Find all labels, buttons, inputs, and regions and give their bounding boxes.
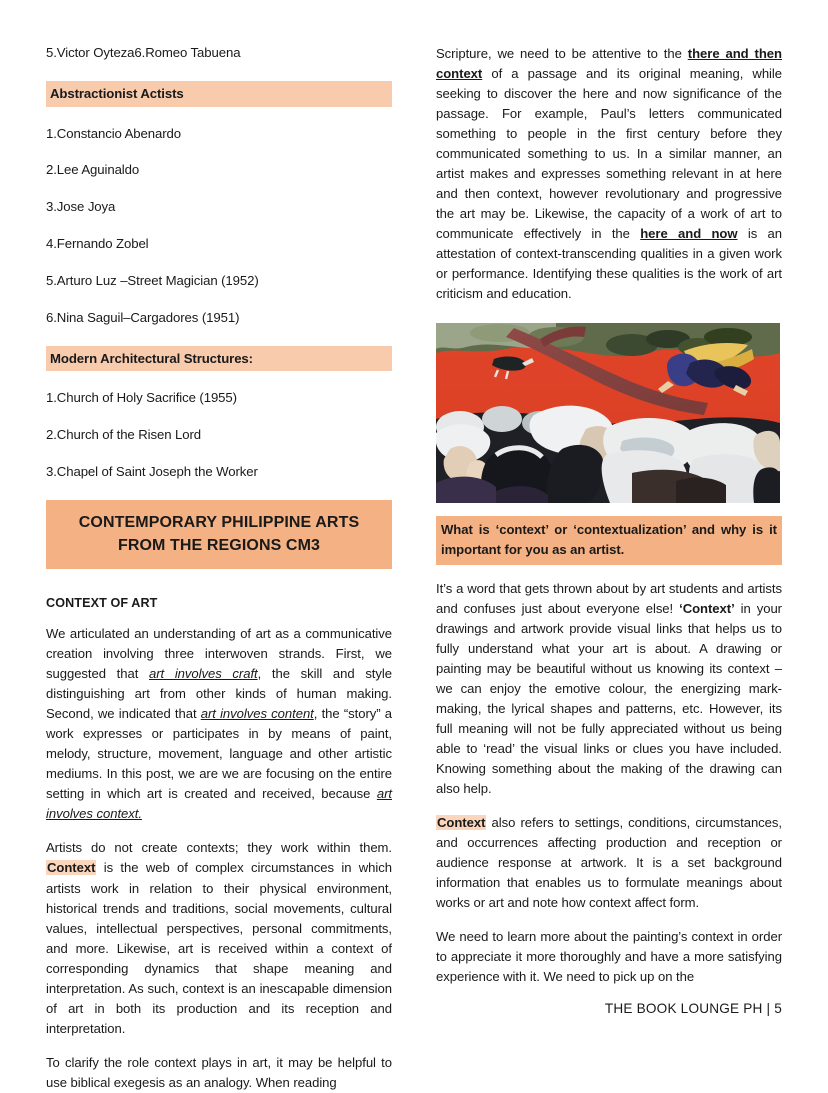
paragraph-artists-do-not-create-contexts bbox=[46, 838, 392, 1038]
list-item: 5.Victor Oyteza6.Romeo Tabuena bbox=[46, 45, 241, 60]
text-run: We articulated an understanding of art as a communicative creation involving three interwoven strands. First, we suggested that bbox=[46, 626, 392, 682]
image-caption-question: What is ‘context’ or ‘contextualization’ and why is it important for you as an artist. bbox=[436, 516, 782, 564]
text-run: in your drawings and artwork provide visual links that helps us to fully understand what your art is about. A drawing or painting may be beautiful without us knowing its context –we can enjoy the emotive colour, the energizing mark-making, the lyrical shapes and patterns, etc. However, its full meaning will not be fully appreciated without us being able to ‘read’ the visual links or clues you have included. Knowing something about the making of the drawing can also help. bbox=[436, 600, 782, 796]
page-title: CONTEMPORARY PHILIPPINE ARTS FROM THE REGIONS CM3 bbox=[46, 500, 392, 569]
page-footer: THE BOOK LOUNGE PH | 5 bbox=[604, 1001, 782, 1017]
text-run: Artists do not create contexts; they work within them. bbox=[46, 840, 392, 856]
list-item: 1.Constancio Abenardo bbox=[46, 125, 182, 141]
list-item: 2.Church of the Risen Lord bbox=[46, 427, 202, 443]
vision-after-the-sermon-painting bbox=[436, 323, 780, 503]
emphasis-art-involves-context: art involves context. bbox=[46, 786, 392, 822]
text-run: Scripture, we need to be attentive to the bbox=[436, 46, 688, 61]
text-run: also refers to settings, conditions, circumstances, and occurrences affecting production and reception or audience response at artwork. It is a set background information that enables us to formulate meanings about works or art and note how context affect form. bbox=[436, 815, 782, 911]
emphasis-art-involves-content: art involves content bbox=[200, 706, 314, 722]
list-item: 3.Chapel of Saint Joseph the Worker bbox=[46, 463, 258, 479]
text-run: is an attestation of context-transcending qualities in a given work or performance. Identifying these qualities is the work of art criticism and education. bbox=[436, 226, 783, 302]
left-column bbox=[46, 44, 392, 1093]
two-column-layout bbox=[46, 44, 782, 1093]
list-item: 1.Church of Holy Sacrifice (1955) bbox=[46, 390, 237, 406]
emphasis-there-and-then-context: there and then context bbox=[436, 46, 782, 82]
paragraph-biblical-exegesis: To clarify the role context plays in art, it may be helpful to use biblical exegesis as an analogy. When reading bbox=[46, 1054, 392, 1090]
text-run: It’s a word that gets thrown about by art students and artists and confuses just about everyone else! bbox=[436, 580, 782, 616]
highlight-context: Context bbox=[47, 860, 96, 876]
text-run: is the web of complex circumstances in which artists work in relation to their physical environment, historical trends and traditions, social movements, cultural values, intellectual perspectives, personal commitments, and more. Likewise, art is received within a context of corresponding dynamics that shape meaning and interpretation. As such, context is an inescapable dimension of art in both its production and its reception and interpretation. bbox=[46, 860, 392, 1036]
emphasis-art-involves-craft: art involves craft bbox=[149, 666, 258, 682]
paragraph-context-also-refers bbox=[436, 813, 782, 913]
text-run: , the “story” a work expresses or participates in by means of paint, melody, structure, movement, language and other artistic mediums. In this post, we are we are focusing on the entire setting in which art is created and received, because bbox=[46, 706, 392, 802]
section-subheading: CONTEXT OF ART bbox=[46, 596, 158, 611]
text-run: of a passage and its original meaning, while seeking to discover the here and now significance of the passage. For example, Paul’s letters communicated something to people in the first century before they communicated something to us. In a similar manner, an artist makes and expresses something relevant in at here and then context, however revolutionary and progressive the art may be. Likewise, the capacity of a work of art to communicate effectively in the bbox=[436, 66, 782, 242]
text-run: , the skill and style distinguishing art from other kinds of human making. Second, we indicated that bbox=[46, 666, 392, 722]
list-item: 5.Arturo Luz –Street Magician (1952) bbox=[46, 272, 259, 288]
highlight-context: Context bbox=[437, 815, 486, 831]
paragraph-learn-more-about-painting: We need to learn more about the painting’s context in order to appreciate it more thoroughly and have a more satisfying experience with it. We need to pick up on the bbox=[436, 929, 782, 985]
list-item: 6.Nina Saguil–Cargadores (1951) bbox=[46, 309, 240, 325]
list-item: 4.Fernando Zobel bbox=[46, 236, 149, 252]
section-header-architecture: Modern Architectural Structures: bbox=[46, 346, 392, 372]
emphasis-context-quoted: ‘Context’ bbox=[679, 600, 735, 616]
list-item: 2.Lee Aguinaldo bbox=[46, 162, 140, 178]
paragraph-scripture-there-and-then bbox=[436, 44, 782, 304]
emphasis-here-and-now: here and now bbox=[640, 226, 738, 242]
list-item: 3.Jose Joya bbox=[46, 199, 116, 215]
right-column bbox=[436, 44, 782, 1093]
section-header-abstractionist: Abstractionist Actists bbox=[46, 81, 392, 107]
paragraph-context-of-art bbox=[46, 624, 392, 824]
paragraph-word-thrown-about bbox=[436, 579, 782, 799]
